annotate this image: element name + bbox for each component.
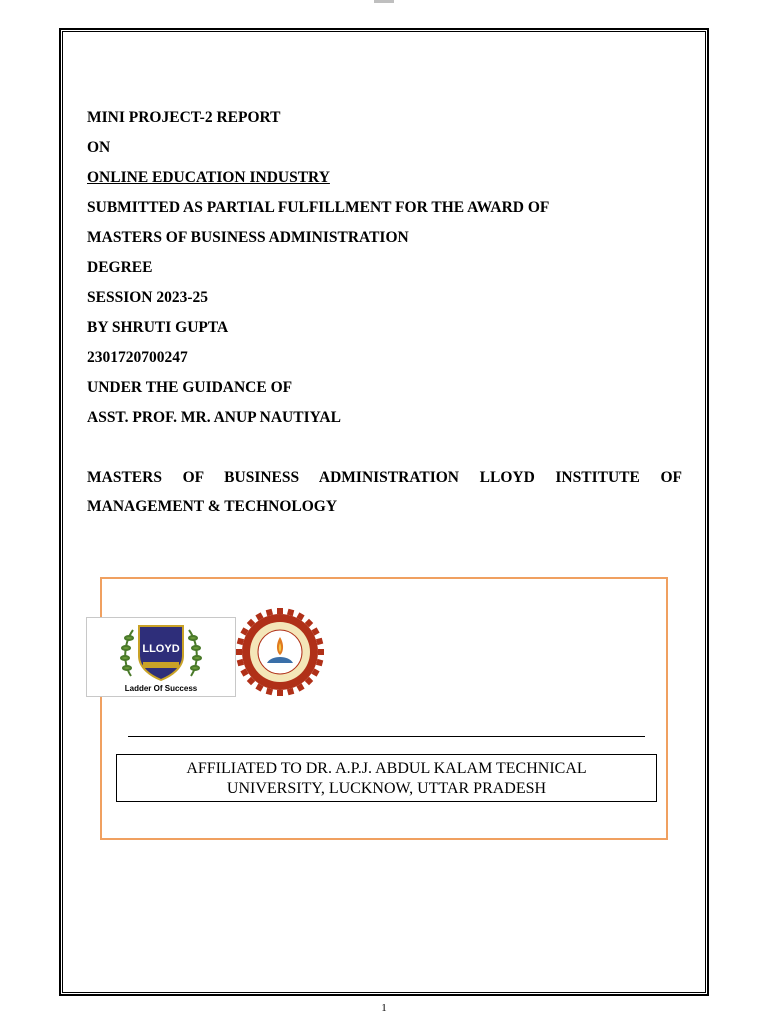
aktu-seal-icon [235, 607, 325, 697]
seal-gear-tooth [236, 649, 242, 655]
report-guide-name: ASST. PROF. MR. ANUP NAUTIYAL [87, 409, 341, 426]
page-top-mark [374, 0, 394, 3]
report-submitted: SUBMITTED AS PARTIAL FULFILLMENT FOR THE AWARD OF [87, 199, 550, 216]
report-program: MASTERS OF BUSINESS ADMINISTRATION [87, 229, 409, 246]
report-title: MINI PROJECT-2 REPORT [87, 109, 281, 126]
affiliation-box [116, 754, 657, 802]
lloyd-logo [86, 617, 236, 697]
report-author: BY SHRUTI GUPTA [87, 319, 229, 336]
institute-name [87, 463, 682, 521]
lloyd-shield-icon [87, 618, 235, 684]
report-roll-number: 2301720700247 [87, 349, 188, 366]
seal-gear-tooth [318, 649, 324, 655]
institute-name-line1: MASTERS OF BUSINESS ADMINISTRATION LLOYD INSTITUTE OF [87, 469, 682, 486]
seal-gear-tooth [277, 608, 283, 614]
report-degree: DEGREE [87, 259, 153, 276]
report-on: ON [87, 139, 111, 156]
title-block [87, 103, 682, 521]
seal-gear-tooth [277, 690, 283, 696]
divider-line [128, 736, 645, 737]
page-number: 1 [381, 1002, 387, 1014]
report-topic: ONLINE EDUCATION INDUSTRY [87, 169, 330, 186]
report-guidance: UNDER THE GUIDANCE OF [87, 379, 293, 396]
affiliation-line1: AFFILIATED TO DR. A.P.J. ABDUL KALAM TECHNICAL [186, 760, 587, 777]
report-session: SESSION 2023-25 [87, 289, 209, 306]
affiliation-line2: UNIVERSITY, LUCKNOW, UTTAR PRADESH [226, 780, 547, 797]
lloyd-caption: Ladder Of Success [124, 684, 198, 693]
lloyd-logo-text: LLOYD [142, 643, 180, 655]
institute-name-line2: MANAGEMENT & TECHNOLOGY [87, 498, 338, 515]
